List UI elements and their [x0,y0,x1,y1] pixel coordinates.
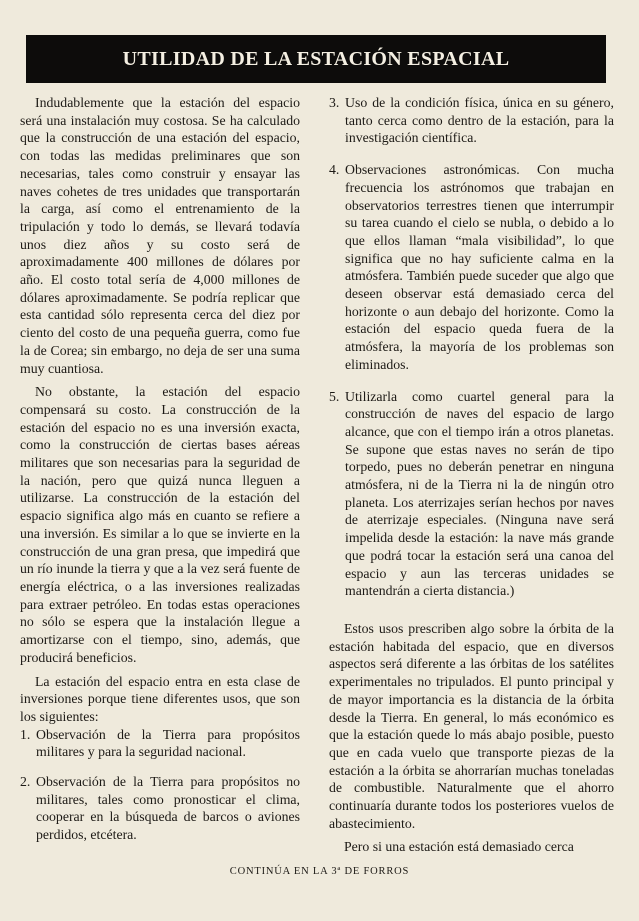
list-text: Observación de la Tierra para propósitos no militares, tales como pronosticar el clima, cooperar en la búsqueda de barcos o aviones perdidos, etcétera. [36,774,300,843]
list-text: Uso de la condición física, única en su género, tanto cerca como dentro de la estación, para la investigación científica. [345,95,614,146]
list-item [329,388,614,600]
list-text: Observaciones astronómicas. Con mucha frecuencia los astrónomos que trabajan en observatorios terrestres tienen que interrumpir su tarea cuando el cielo se nubla, o debido a lo que ellos llaman “mala visibilidad”, lo que significa que no hay suficiente calma en la atmósfera. También puede suceder que algo que deseen observar está demasiado cerca del horizonte o aun debajo del horizonte. Como la estación del espacio queda fuera de la atmósfera, la mayoría de los problemas son eliminados. [345,162,614,372]
list-text: Utilizarla como cuartel general para la construcción de naves del espacio de largo alcance, que con el tiempo irán a otros planetas. Se supone que estas naves no serán de tipo torpedo, pues no deberán penetrar en ninguna atmósfera, ni de la Tierra ni la de ningún otro planeta. Los aterrizajes serían hechos por naves de aterrizaje especiales. (Ninguna nave será impelida desde la estación: la nave más grande que podrá tocar la estación será una canoa del espacio y aun las terceras unidades se mantendrán a cierta distancia.) [345,388,614,599]
left-column [20,94,300,844]
paragraph: La estación del espacio entra en esta clase de inversiones porque tiene diferentes usos, que son los siguientes: [20,673,300,724]
continuation-note: CONTINÚA EN LA 3ª DE FORROS [229,866,410,877]
paragraph: Indudablemente que la estación del espacio será una instalación muy costosa. Se ha calculado que la construcción de una estación del espacio, con todas las medidas preliminares que son necesarias, tales como construir y ensayar las naves cohetes de tres unidades que transportarán la carga, así como el entrenamiento de la tripulación y todo lo demás, se llevará todavía unos diez años y su costo será de aproximadamente 400 millones de dólares por año. El costo total sería de 4,000 millones de dólares aproximadamente. Se podría replicar que esta cantidad sólo representa cerca del diez por ciento del costo de una pequeña guerra, como fue la de Corea; sin embargo, no deja de ser una suma muy cuantiosa. [20,95,300,376]
list-number: 3. [329,95,340,110]
list-number: 5. [329,388,340,404]
list-number: 1. [20,726,31,742]
uses-list-right [329,94,614,600]
right-column [329,94,614,856]
list-item [20,773,300,844]
uses-list-left [20,726,300,844]
list-text: Observación de la Tierra para propósitos militares y para la seguridad nacional. [36,726,300,760]
list-number: 2. [20,774,31,790]
page-title: UTILIDAD DE LA ESTACIÓN ESPACIAL [122,47,510,70]
title-banner [26,35,606,83]
list-item [20,726,300,761]
paragraph: Pero si una estación está demasiado cerca [344,839,574,855]
paragraph: Estos usos prescriben algo sobre la órbita de la estación habitada del espacio, que en diversos aspectos será diferente a las órbitas de los satélites experimentales no tripulados. El punto principal y de mayor importancia es la distancia de la órbita desde la Tierra. En general, lo más económico es que la estación quede lo más abajo posible, puesto que en cada vuelo que transporte piezas de la estación a la órbita se ahorrarían muchas toneladas de combustible. Naturalmente que el ahorro continuaría durante todos los posteriores vuelos de abastecimiento. [329,620,614,831]
list-item [329,94,614,147]
right-paragraphs [329,620,614,856]
paragraph: No obstante, la estación del espacio compensará su costo. La construcción de la estación del espacio no es una inversión exacta, como la construcción de ciertas bases aéreas militares que son necesarias para la seguridad de la nación, pero que quizá nunca lleguen a utilizarse. La construcción de la estación del espacio significa algo más en cuanto se refiere a una inversión. Es similar a lo que se invierte en la construcción de una gran presa, que impedirá que un río inunde la tierra y que a la vez será fuente de energía eléctrica, o a las inversiones realizadas para extraer petróleo. En todas estas operaciones no sólo se espera que la instalación llegue a amortizarse con el tiempo, sino, además, que producirá beneficios. [20,384,300,665]
list-number: 4. [329,162,340,178]
list-item [329,161,614,373]
